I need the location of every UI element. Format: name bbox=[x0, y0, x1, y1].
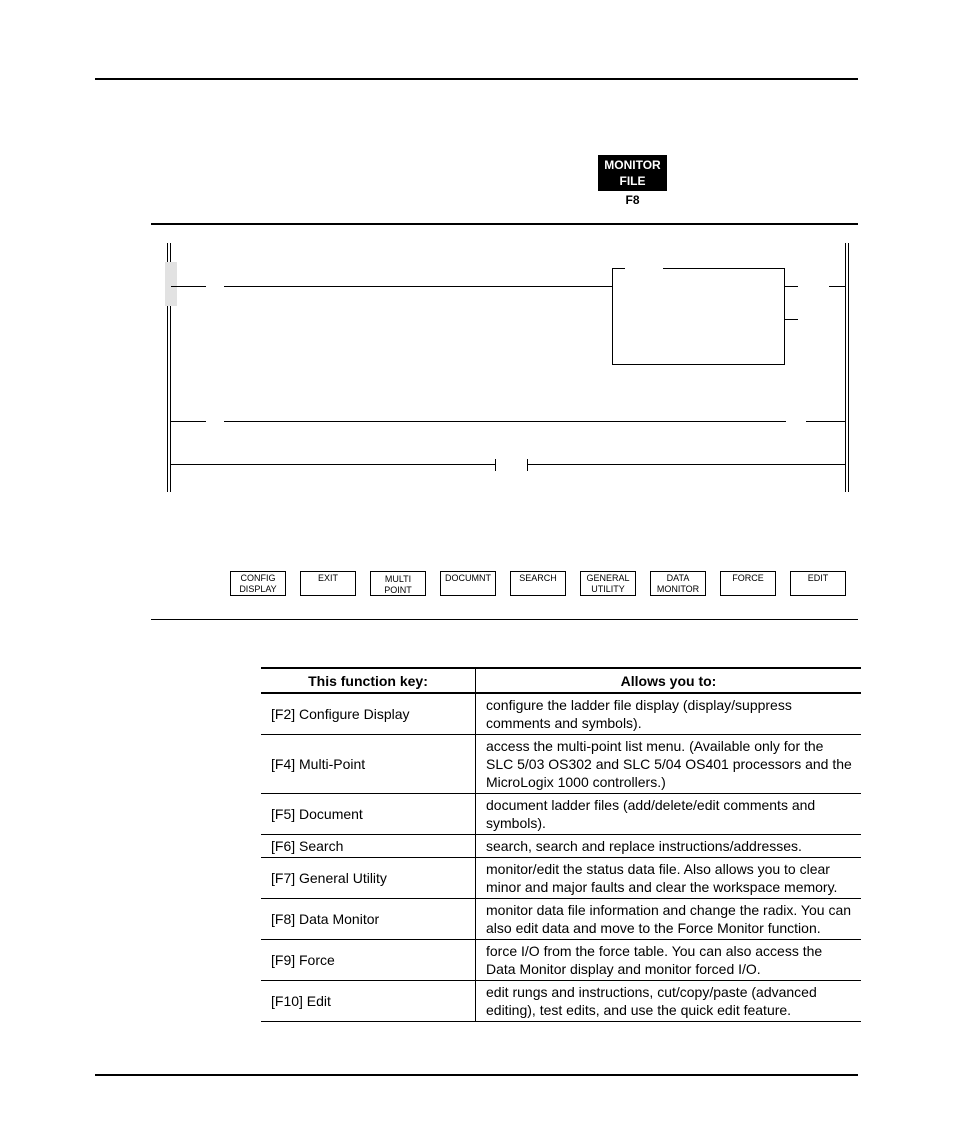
end-rung-marker-left bbox=[495, 459, 496, 471]
multi-point-key-line2: POINT bbox=[384, 585, 412, 595]
data-monitor-key[interactable] bbox=[650, 571, 706, 596]
general-utility-key-line1: GENERAL bbox=[586, 573, 630, 583]
edit-key[interactable] bbox=[790, 571, 846, 596]
rung-cursor bbox=[165, 262, 177, 306]
document-key[interactable] bbox=[440, 571, 496, 596]
table-header-row bbox=[261, 668, 861, 693]
row-key: [F7] General Utility bbox=[261, 858, 476, 899]
general-utility-key-line2: UTILITY bbox=[591, 584, 625, 594]
row-key: [F4] Multi-Point bbox=[261, 735, 476, 794]
row-key: [F9] Force bbox=[261, 940, 476, 981]
config-display-key-line1: CONFIG bbox=[240, 573, 276, 583]
table-row bbox=[261, 858, 861, 899]
table-row bbox=[261, 693, 861, 735]
rung-1-out-top bbox=[785, 286, 798, 287]
output-box-title-gap bbox=[625, 267, 663, 270]
table-row bbox=[261, 940, 861, 981]
rung-1-wire bbox=[224, 286, 612, 287]
output-instruction-box bbox=[612, 268, 785, 365]
multi-point-key-line1: MULTI bbox=[384, 574, 412, 584]
row-key: [F2] Configure Display bbox=[261, 693, 476, 735]
exit-key[interactable] bbox=[300, 571, 356, 596]
header-allows-you-to: Allows you to: bbox=[476, 668, 862, 693]
monitor-file-key-line2: FILE bbox=[619, 174, 646, 188]
row-key: [F10] Edit bbox=[261, 981, 476, 1022]
row-desc: force I/O from the force table. You can also access the Data Monitor display and monitor forced I/O. bbox=[476, 940, 862, 981]
row-desc: search, search and replace instructions/addresses. bbox=[476, 835, 862, 858]
end-rung-left bbox=[171, 464, 495, 465]
general-utility-key[interactable] bbox=[580, 571, 636, 596]
table-row bbox=[261, 794, 861, 835]
row-desc: configure the ladder file display (display/suppress comments and symbols). bbox=[476, 693, 862, 735]
document-key-line1: DOCUMNT bbox=[445, 573, 491, 583]
header-function-key: This function key: bbox=[261, 668, 476, 693]
row-desc: access the multi-point list menu. (Available only for the SLC 5/03 OS302 and SLC 5/04 OS401 processors and the MicroLogix 1000 controllers.) bbox=[476, 735, 862, 794]
rung-1-out-lower bbox=[785, 319, 798, 320]
exit-key-line1: EXIT bbox=[317, 573, 338, 583]
row-desc: monitor data file information and change the radix. You can also edit data and move to the Force Monitor function. bbox=[476, 899, 862, 940]
data-monitor-key-line2: MONITOR bbox=[656, 584, 700, 594]
force-key[interactable] bbox=[720, 571, 776, 596]
row-desc: document ladder files (add/delete/edit comments and symbols). bbox=[476, 794, 862, 835]
bottom-rule bbox=[95, 1074, 858, 1076]
rung-2-wire bbox=[224, 421, 786, 422]
table-row bbox=[261, 735, 861, 794]
monitor-file-key[interactable] bbox=[598, 155, 667, 191]
config-display-key-line2: DISPLAY bbox=[239, 584, 277, 594]
search-key-line1: SEARCH bbox=[519, 573, 557, 583]
end-rung-marker-right bbox=[527, 459, 528, 471]
row-key: [F6] Search bbox=[261, 835, 476, 858]
row-desc: monitor/edit the status data file. Also allows you to clear minor and major faults and clear the workspace memory. bbox=[476, 858, 862, 899]
data-monitor-key-line1: DATA bbox=[666, 573, 690, 583]
function-key-table bbox=[261, 667, 861, 1022]
top-rule bbox=[95, 78, 858, 80]
right-power-rail-inner bbox=[848, 243, 849, 492]
right-power-rail bbox=[845, 243, 846, 492]
table-row bbox=[261, 981, 861, 1022]
row-key: [F8] Data Monitor bbox=[261, 899, 476, 940]
monitor-file-key-label: F8 bbox=[625, 193, 640, 207]
row-key: [F5] Document bbox=[261, 794, 476, 835]
rung-2-left-stub bbox=[171, 421, 206, 422]
screen-bottom-rule bbox=[151, 619, 858, 620]
edit-key-line1: EDIT bbox=[807, 573, 829, 583]
end-rung-right bbox=[527, 464, 845, 465]
config-display-key[interactable] bbox=[230, 571, 286, 596]
force-key-line1: FORCE bbox=[732, 573, 764, 583]
table-row bbox=[261, 835, 861, 858]
rung-2-right-stub bbox=[806, 421, 845, 422]
rung-1-out-right bbox=[829, 286, 845, 287]
rung-1-left-stub bbox=[171, 286, 206, 287]
search-key[interactable] bbox=[510, 571, 566, 596]
multi-point-key[interactable] bbox=[370, 571, 426, 596]
screen-top-rule bbox=[151, 223, 858, 225]
monitor-file-key-line1: MONITOR bbox=[604, 158, 661, 172]
row-desc: edit rungs and instructions, cut/copy/paste (advanced editing), test edits, and use the quick edit feature. bbox=[476, 981, 862, 1022]
table-row bbox=[261, 899, 861, 940]
